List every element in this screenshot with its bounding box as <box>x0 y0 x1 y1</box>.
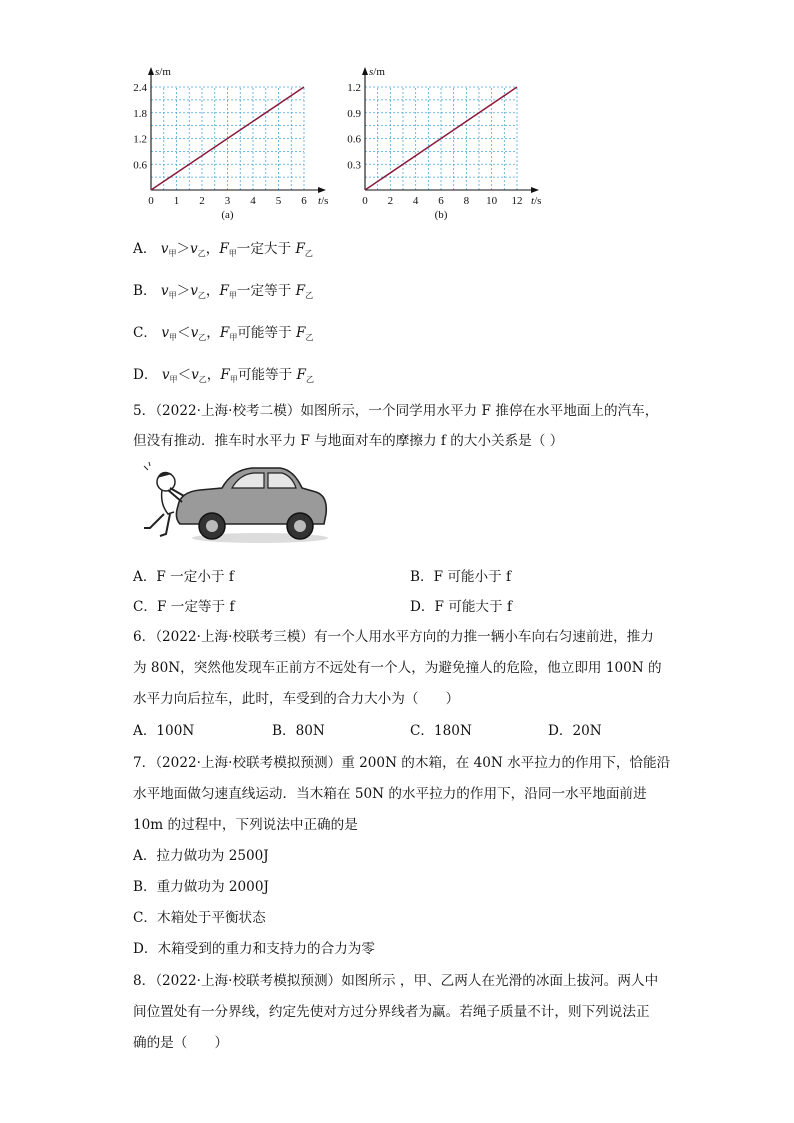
series-line <box>151 87 304 190</box>
force-symbol: F <box>220 367 230 383</box>
force-symbol: F <box>219 241 229 257</box>
q7-option-a[interactable]: A．拉力做功为 2500J <box>133 848 269 864</box>
chart-caption: (a) <box>221 209 234 221</box>
subscript: 甲 <box>229 333 238 342</box>
velocity-symbol: v <box>157 367 170 383</box>
subscript: 甲 <box>229 375 238 384</box>
x-tick-label: 2 <box>199 195 205 207</box>
y-tick-label: 1.2 <box>347 82 361 94</box>
subscript: 乙 <box>197 249 206 258</box>
q4-option-a[interactable] <box>133 240 313 263</box>
relation-word: 一定等于 <box>236 283 296 299</box>
velocity-symbol: v <box>157 325 170 341</box>
x-tick-label: 2 <box>387 195 394 207</box>
y-axis-arrow <box>148 67 154 75</box>
y-tick-label: 1.2 <box>133 133 147 146</box>
y-axis-label-symbol: s <box>369 66 374 78</box>
q4-option-c[interactable] <box>133 324 313 347</box>
q6-option-a[interactable]: A．100N <box>133 723 195 739</box>
x-tick-label: 3 <box>224 195 231 207</box>
car-push-illustration <box>140 462 330 550</box>
subscript: 乙 <box>305 291 314 300</box>
x-tick-label: 0 <box>362 195 368 207</box>
q6-stem-line1: 6．（2022·上海·校联考三模）有一个人用水平方向的力推一辆小车向右匀速前进，推力 <box>133 629 654 645</box>
subscript: 甲 <box>228 291 237 300</box>
y-tick-label: 0.3 <box>347 159 361 172</box>
y-tick-label: 1.8 <box>133 107 147 120</box>
relation: ＞ <box>176 241 191 257</box>
q7-option-c[interactable]: C．木箱处于平衡状态 <box>133 910 266 926</box>
q5-option-c[interactable]: C．F 一定等于 f <box>133 599 235 615</box>
x-tick-label: 5 <box>275 195 282 207</box>
relation-word: 可能等于 <box>237 325 297 341</box>
x-tick-label: 6 <box>438 195 444 207</box>
subscript: 甲 <box>168 291 177 300</box>
q8-stem-line1: 8．（2022·上海·校联考模拟预测）如图所示 ，甲、乙两人在光滑的冰面上拔河。两人中 <box>133 973 659 989</box>
y-axis-arrow <box>362 67 368 75</box>
force-symbol: F <box>296 325 306 341</box>
q8-stem-line2: 间位置处有一分界线，约定先使对方过分界线者为赢。若绳子质量不计，则下列说法正 <box>133 1004 650 1020</box>
separator: ， <box>206 367 221 383</box>
subscript: 乙 <box>198 375 207 384</box>
q4-option-d[interactable] <box>133 366 314 389</box>
force-symbol: F <box>296 367 306 383</box>
subscript: 乙 <box>305 333 314 342</box>
relation: ＜ <box>177 325 191 341</box>
y-tick-label: 0.6 <box>347 133 361 146</box>
subscript: 甲 <box>169 333 178 342</box>
q5-option-a[interactable]: A．F 一定小于 f <box>133 569 234 585</box>
q6-option-b[interactable]: B．80N <box>272 723 325 739</box>
force-symbol: F <box>219 325 230 341</box>
velocity-symbol: v <box>156 241 169 257</box>
x-axis-arrow <box>318 187 326 193</box>
subscript: 甲 <box>228 249 237 258</box>
force-symbol: F <box>295 241 305 257</box>
y-axis-label-symbol: s <box>155 66 160 78</box>
relation: ＞ <box>176 283 191 299</box>
velocity-symbol: v <box>190 241 198 257</box>
x-axis-label: t/s <box>531 195 542 207</box>
x-axis-label: t/s <box>318 195 329 207</box>
q8-stem-line3: 确的是（ ） <box>133 1035 229 1051</box>
q6-stem-line3: 水平力向后拉车，此时，车受到的合力大小为（ ） <box>133 691 460 707</box>
x-tick-label: 4 <box>412 195 419 207</box>
y-axis-label: s/m <box>155 66 171 78</box>
subscript: 乙 <box>305 375 314 384</box>
y-tick-label: 0.6 <box>133 159 147 172</box>
x-axis-label-symbol: t <box>531 195 535 207</box>
x-tick-label: 0 <box>148 195 154 207</box>
chart-caption: (b) <box>434 209 448 221</box>
option-letter: D． <box>133 367 158 383</box>
velocity-symbol: v <box>191 367 199 383</box>
chart-a-s-t-graph <box>130 60 330 225</box>
force-symbol: F <box>295 283 306 299</box>
relation-word: 可能等于 <box>237 367 297 383</box>
y-axis-label: s/m <box>369 66 385 78</box>
velocity-symbol: v <box>156 283 169 299</box>
x-tick-label: 8 <box>463 195 470 207</box>
q6-stem-line2: 为 80N，突然他发现车正前方不远处有一个人，为避免撞人的危险，他立即用 100N 的 <box>133 660 662 676</box>
x-tick-label: 4 <box>250 195 256 207</box>
q7-stem-line3: 10m 的过程中，下列说法中正确的是 <box>133 817 358 833</box>
subscript: 乙 <box>304 249 313 258</box>
q7-stem-line1: 7．（2022·上海·校联考模拟预测）重 200N 的木箱，在 40N 水平拉力的作用下，恰能沿 <box>133 755 671 771</box>
x-tick-label: 10 <box>486 195 498 207</box>
subscript: 乙 <box>198 333 207 342</box>
q5-stem-line1: 5．（2022·上海·校考二模）如图所示，一个同学用水平力 F 推停在水平地面上的汽车， <box>133 403 659 419</box>
y-tick-label: 0.9 <box>347 107 361 120</box>
x-tick-label: 1 <box>173 195 180 207</box>
subscript: 甲 <box>168 249 177 258</box>
q7-stem-line2: 水平地面做匀速直线运动．当木箱在 50N 的水平拉力的作用下，沿同一水平地面前进 <box>133 786 647 802</box>
x-axis-label-symbol: t <box>318 195 322 207</box>
option-letter: C． <box>133 325 157 341</box>
q5-stem-line2: 但没有推动．推车时水平力 F 与地面对车的摩擦力 f 的大小关系是（ ） <box>133 433 564 449</box>
separator: ， <box>205 283 220 299</box>
x-axis-arrow <box>531 187 539 193</box>
x-tick-label: 12 <box>511 195 523 207</box>
x-tick-label: 6 <box>301 195 307 207</box>
q5-option-d[interactable]: D．F 可能大于 f <box>410 599 512 615</box>
q4-option-b[interactable] <box>133 282 313 305</box>
option-letter: A． <box>133 241 157 257</box>
separator: ， <box>206 325 220 341</box>
q5-option-b[interactable]: B．F 可能小于 f <box>410 569 512 585</box>
option-letter: B． <box>133 283 157 299</box>
q6-option-c[interactable]: C．180N <box>410 723 472 739</box>
velocity-symbol: v <box>190 325 199 341</box>
separator: ， <box>205 241 220 257</box>
subscript: 甲 <box>169 375 178 384</box>
q7-option-d[interactable]: D．木箱受到的重力和支持力的合力为零 <box>133 941 375 957</box>
q6-option-d[interactable]: D．20N <box>548 723 602 739</box>
subscript: 乙 <box>197 291 206 300</box>
q7-option-b[interactable]: B．重力做功为 2000J <box>133 879 269 895</box>
force-symbol: F <box>219 283 229 299</box>
y-tick-label: 2.4 <box>133 82 147 94</box>
velocity-symbol: v <box>190 283 198 299</box>
relation: ＜ <box>177 367 192 383</box>
relation-word: 一定大于 <box>236 241 296 257</box>
chart-b-s-t-graph <box>340 60 555 225</box>
